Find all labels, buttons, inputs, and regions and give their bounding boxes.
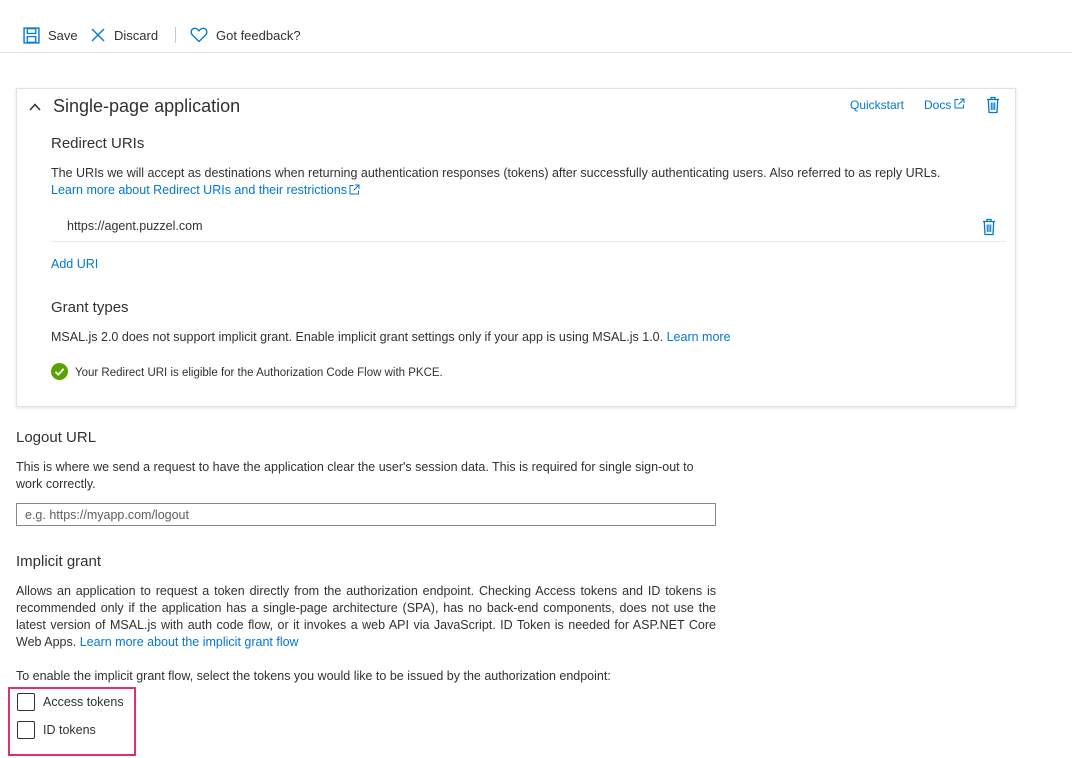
redirect-uris-text: The URIs we will accept as destinations when returning authentication responses (tokens) after successfully authenticating users. Also referred to as reply URLs. [51,166,941,180]
redirect-uri-value[interactable]: https://agent.puzzel.com [67,219,203,233]
feedback-label: Got feedback? [216,27,301,43]
access-tokens-label[interactable]: Access tokens [43,695,124,709]
grant-types-learn-link[interactable]: Learn more [666,330,731,344]
id-tokens-label[interactable]: ID tokens [43,723,96,737]
save-label: Save [48,27,78,43]
check-circle-icon [51,363,68,383]
implicit-grant-heading: Implicit grant [16,553,102,570]
access-tokens-checkbox-box[interactable] [17,693,35,711]
implicit-grant-description [16,583,716,651]
spa-platform-card [16,88,1016,407]
logout-url-description: This is where we send a request to have the application clear the user's session data. This is required for single sign-out to work correctly. [16,460,694,491]
spa-title: Single-page application [53,96,241,116]
implicit-grant-learn-link[interactable]: Learn more about the implicit grant flow [79,635,299,649]
grant-types-heading: Grant types [51,299,129,316]
docs-label: Docs [924,98,952,112]
external-link-icon [349,183,360,200]
docs-link[interactable] [924,98,965,112]
close-icon [90,27,106,43]
pkce-eligibility-message [51,363,443,383]
feedback-button[interactable] [190,24,301,46]
grant-types-text: MSAL.js 2.0 does not support implicit grant. Enable implicit grant settings only if your app is using MSAL.js 1.0. [51,330,664,344]
toolbar-divider [175,27,176,43]
heart-icon [190,27,208,43]
quickstart-label: Quickstart [850,98,905,112]
quickstart-link[interactable] [850,98,904,112]
redirect-uri-row [51,211,1006,242]
implicit-grant-text: Allows an application to request a token directly from the authorization endpoint. Checking Access tokens and ID tokens is recommended only if the application has a single-page architecture (SPA), has no back-end components, does not use the latest version of MSAL.js with auth code flow, or it invokes a web API via JavaScript. ID Token is needed for ASP.NET Core Web Apps. [16,584,716,649]
trash-icon[interactable] [982,218,996,239]
chevron-up-icon[interactable] [28,100,42,114]
discard-button[interactable] [90,24,158,46]
save-icon [23,27,40,44]
redirect-uris-description [51,165,1011,200]
redirect-uris-learn-label: Learn more about Redirect URIs and their restrictions [51,183,347,197]
implicit-grant-enable-text: To enable the implicit grant flow, select the tokens you would like to be issued by the authorization endpoint: [16,669,611,683]
external-link-icon [951,98,965,112]
pkce-message-text: Your Redirect URI is eligible for the Authorization Code Flow with PKCE. [75,367,443,379]
logout-url-input[interactable] [16,503,716,526]
id-tokens-checkbox[interactable] [17,721,96,739]
redirect-uris-heading: Redirect URIs [51,135,145,152]
grant-types-description [51,329,1011,346]
access-tokens-checkbox[interactable] [17,693,124,711]
trash-icon[interactable] [986,96,1000,117]
command-bar [0,0,1072,53]
logout-url-heading: Logout URL [16,429,97,446]
redirect-uris-learn-link[interactable] [51,183,360,197]
add-uri-link[interactable]: Add URI [51,257,99,271]
save-button[interactable] [23,24,78,46]
discard-label: Discard [114,27,159,43]
id-tokens-checkbox-box[interactable] [17,721,35,739]
